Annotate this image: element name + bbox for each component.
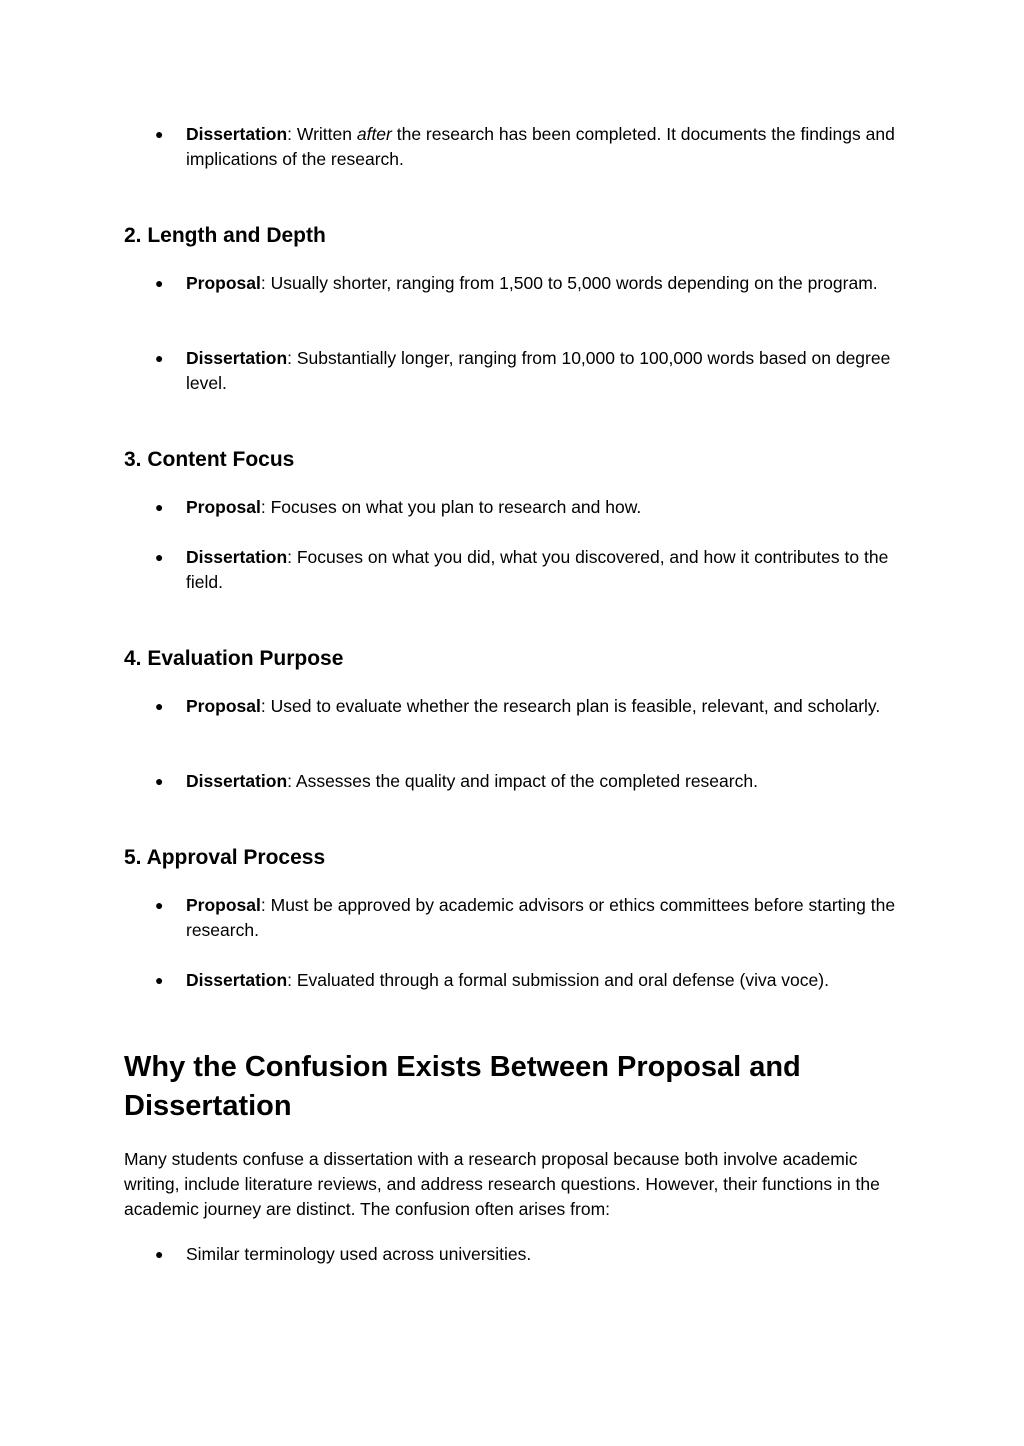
term-label: Proposal xyxy=(186,497,261,517)
term-label: Dissertation xyxy=(186,124,288,144)
list-item xyxy=(155,769,900,794)
list-item-text: Proposal: Usually shorter, ranging from 1,500 to 5,000 words depending on the program. xyxy=(186,273,878,293)
list-item xyxy=(155,495,900,520)
bullet-icon: ● xyxy=(155,499,164,515)
term-label: Dissertation xyxy=(186,970,288,990)
body-paragraph: Many students confuse a dissertation with a research proposal because both involve academic writing, include literature reviews, and address research questions. However, their functions in the academic journey are distinct. The confusion often arises from: xyxy=(124,1149,880,1219)
emphasis-text: after xyxy=(356,124,392,144)
list-item-text: Dissertation: Written after the research has been completed. It documents the findings and implications of the research. xyxy=(186,124,895,169)
section-heading: 3. Content Focus xyxy=(124,448,295,471)
list-item xyxy=(155,122,900,172)
list-item-text: Proposal: Must be approved by academic advisors or ethics committees before starting the research. xyxy=(186,895,896,940)
list-item xyxy=(155,271,900,296)
list-item xyxy=(155,346,900,396)
term-label: Proposal xyxy=(186,895,261,915)
bullet-icon: ● xyxy=(155,1246,164,1262)
bullet-icon: ● xyxy=(155,698,164,714)
list-item-text: Dissertation: Focuses on what you did, what you discovered, and how it contributes to the field. xyxy=(186,547,889,592)
bullet-icon: ● xyxy=(155,275,164,291)
list-item xyxy=(155,545,900,595)
list-item-text: Dissertation: Assesses the quality and impact of the completed research. xyxy=(186,771,758,791)
list-item xyxy=(155,893,900,943)
list-item-text: Similar terminology used across universities. xyxy=(186,1244,532,1264)
list-item-text: Dissertation: Substantially longer, ranging from 10,000 to 100,000 words based on degree level. xyxy=(186,348,891,393)
section-heading: 2. Length and Depth xyxy=(124,224,326,247)
section-title: Why the Confusion Exists Between Proposal and Dissertation xyxy=(124,1051,801,1122)
section-heading: 5. Approval Process xyxy=(124,846,326,869)
term-label: Dissertation xyxy=(186,547,288,567)
bullet-icon: ● xyxy=(155,972,164,988)
bullet-icon: ● xyxy=(155,350,164,366)
list-item xyxy=(155,694,900,719)
bullet-icon: ● xyxy=(155,126,164,142)
section-heading: 4. Evaluation Purpose xyxy=(124,647,344,670)
list-item-text: Proposal: Used to evaluate whether the research plan is feasible, relevant, and scholarly. xyxy=(186,696,881,716)
term-label: Dissertation xyxy=(186,771,288,791)
term-label: Proposal xyxy=(186,696,261,716)
bullet-icon: ● xyxy=(155,897,164,913)
bullet-icon: ● xyxy=(155,773,164,789)
list-item-text: Dissertation: Evaluated through a formal submission and oral defense (viva voce). xyxy=(186,970,829,990)
list-item xyxy=(155,1242,900,1267)
list-item xyxy=(155,968,900,993)
term-label: Proposal xyxy=(186,273,261,293)
bullet-icon: ● xyxy=(155,549,164,565)
list-item-text: Proposal: Focuses on what you plan to research and how. xyxy=(186,497,642,517)
term-label: Dissertation xyxy=(186,348,288,368)
